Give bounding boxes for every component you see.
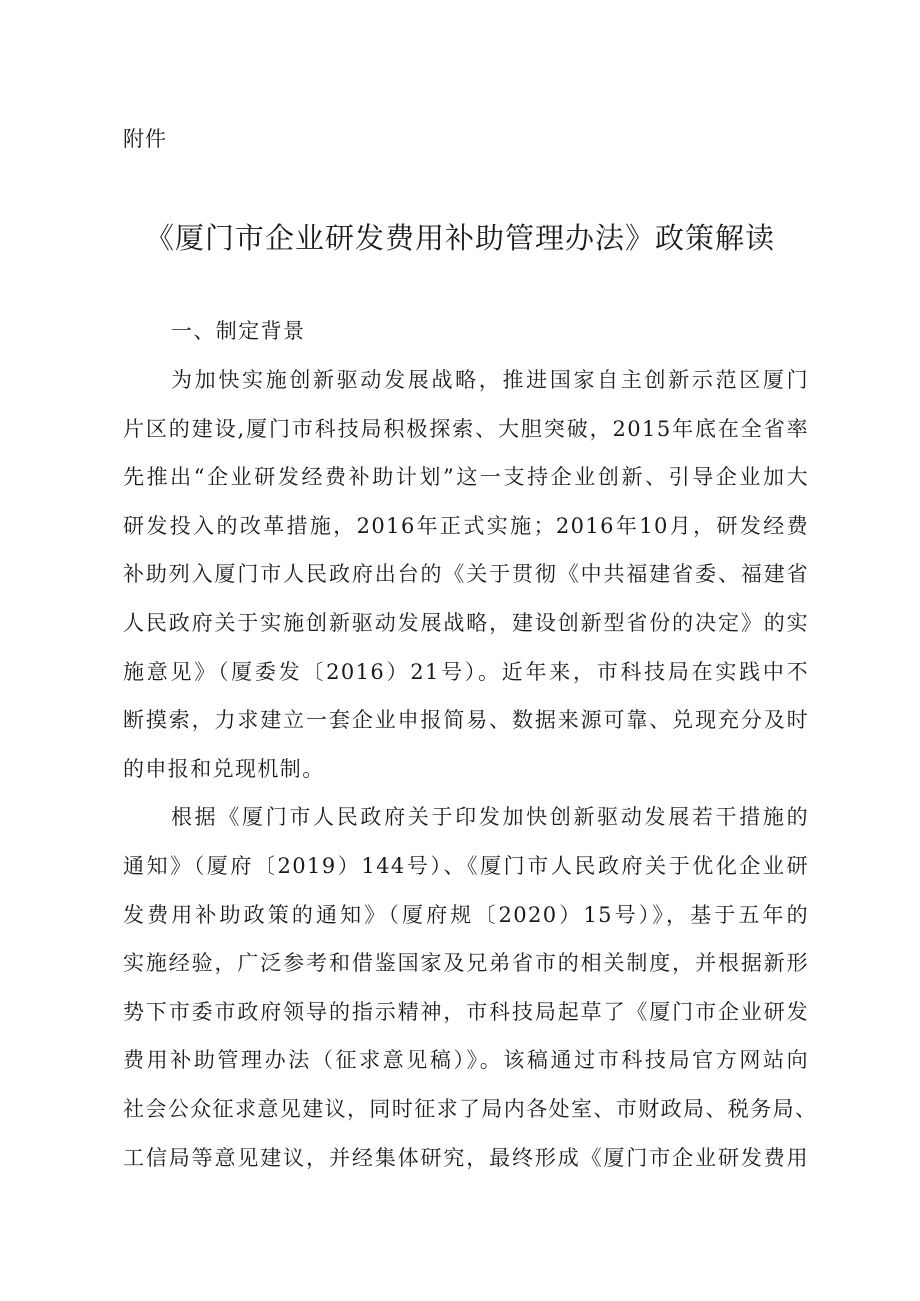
paragraph-line: 实施经验，广泛参考和借鉴国家及兄弟省市的相关制度，并根据新形 [123,951,809,976]
paragraph-line: 施意见》（厦委发〔2016）21号）。近年来，市科技局在实践中不 [123,659,809,684]
paragraph-line: 补助列入厦门市人民政府出台的《关于贯彻《中共福建省委、福建省 [123,562,809,587]
paragraph-line: 费用补助管理办法（征求意见稿）》。该稿通过市科技局官方网站向 [123,1048,809,1073]
paragraph-line: 断摸索，力求建立一套企业申报简易、数据来源可靠、兑现充分及时 [123,708,809,733]
paragraph-line: 人民政府关于实施创新驱动发展战略，建设创新型省份的决定》的实 [123,610,809,635]
paragraph-line: 的申报和兑现机制。 [123,756,325,781]
paragraph-line: 社会公众征求意见建议，同时征求了局内各处室、市财政局、税务局、 [123,1096,818,1121]
attachment-label: 附件 [123,127,167,151]
body-paragraphs [123,356,818,1182]
paragraph-line: 为加快实施创新驱动发展战略，推进国家自主创新示范区厦门 [171,368,809,392]
paragraph-line: 通知》（厦府〔2019）144号）、《厦门市人民政府关于优化企业研 [123,853,809,878]
paragraph-line: 研发投入的改革措施，2016年正式实施；2016年10月，研发经费 [123,513,809,538]
paragraph-line: 工信局等意见建议，并经集体研究，最终形成《厦门市企业研发费用 [123,1145,809,1170]
section-heading: 一、制定背景 [171,319,306,343]
paragraph-line: 先推出“企业研发经费补助计划”这一支持企业创新、引导企业加大 [123,465,809,490]
paragraph-line: 势下市委市政府领导的指示精神，市科技局起草了《厦门市企业研发 [123,999,809,1024]
paragraph-line: 发费用补助政策的通知》（厦府规〔2020）15号）》，基于五年的 [123,902,809,927]
paragraph-line: 片区的建设,厦门市科技局积极探索、大胆突破，2015年底在全省率 [123,416,809,441]
paragraph-line: 根据《厦门市人民政府关于印发加快创新驱动发展若干措施的 [171,805,809,830]
document-title: 《厦门市企业研发费用补助管理办法》政策解读 [144,221,775,255]
